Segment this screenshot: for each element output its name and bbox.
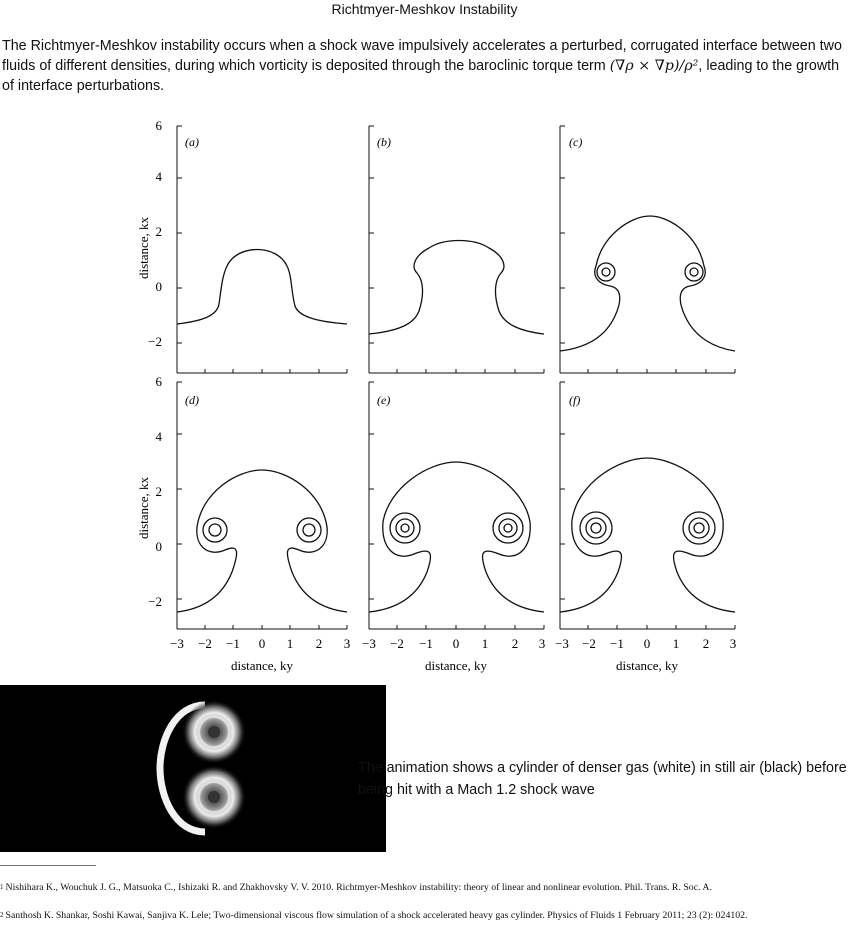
xticks-panel-e — [362, 636, 545, 651]
footnote-2 — [0, 910, 849, 921]
xtick: −2 — [198, 636, 212, 651]
xtick: 1 — [481, 636, 489, 651]
xtick: −2 — [582, 636, 596, 651]
ytick-bottom-0: 0 — [155, 539, 162, 554]
shock-cylinder-animation — [0, 685, 386, 852]
footnote-divider — [0, 865, 96, 866]
xtick: 2 — [702, 636, 710, 651]
xtick: −3 — [170, 636, 184, 651]
animation-caption: The animation shows a cylinder of denser gas (white) in still air (black) before being hit with a Mach 1.2 shock wave — [358, 760, 847, 798]
panel-c — [560, 126, 735, 373]
ylabel-top: distance, kx — [136, 216, 151, 280]
panel-label-a: (a) — [185, 135, 199, 149]
intro-text-before: The Richtmyer-Meshkov instability occurs when a shock wave impulsively accelerates a perturbed, corrugated interface between two fluids of different densities, during which vorticity is deposited through the baroclinic torque term — [2, 38, 842, 74]
xtick: 3 — [343, 636, 351, 651]
xtick: −3 — [362, 636, 376, 651]
xtick: 1 — [286, 636, 294, 651]
xtick: 2 — [315, 636, 323, 651]
baroclinic-formula: (∇ρ × ∇p)/ρ² — [609, 58, 699, 74]
footnote-mark: 2 — [0, 911, 4, 919]
ytick-top-4: 4 — [155, 169, 162, 184]
xlabel-d: distance, ky — [230, 658, 294, 673]
xticks-panel-f — [555, 636, 736, 651]
xtick: −3 — [555, 636, 569, 651]
ylabel-bottom: distance, kx — [136, 476, 151, 540]
xticks-panel-d — [170, 636, 350, 651]
rm-instability-figure — [132, 118, 752, 678]
ytick-bottom-2: 2 — [155, 484, 162, 499]
footnote-text: Nishihara K., Wouchuk J. G., Matsuoka C., Ishizaki R. and Zhakhovsky V. V. 2010. Richtmyer-Meshkov instability: theory of linear and nonlinear evolution. Phil. Trans. R. Soc. A. — [5, 882, 712, 893]
ytick-top-6: 6 — [155, 118, 162, 133]
ytick-bottom-neg2: −2 — [148, 594, 162, 609]
xlabel-f: distance, ky — [615, 658, 679, 673]
footnote-1 — [0, 882, 849, 893]
ytick-bottom-6: 6 — [155, 374, 162, 389]
panel-label-b: (b) — [377, 135, 391, 149]
footnote-text: Santhosh K. Shankar, Soshi Kawai, Sanjiva K. Lele; Two-dimensional viscous flow simulation of a shock accelerated heavy gas cylinder. Physics of Fluids 1 February 2011; 23 (2): 024102. — [5, 910, 748, 921]
xtick: 3 — [538, 636, 546, 651]
panel-f — [560, 382, 735, 629]
intro-paragraph — [2, 36, 848, 96]
page-title: Richtmyer-Meshkov Instability — [331, 1, 518, 17]
xtick: −1 — [226, 636, 240, 651]
panel-d — [177, 382, 347, 629]
panel-b — [369, 126, 544, 373]
xtick: 3 — [729, 636, 737, 651]
xtick: −1 — [610, 636, 624, 651]
xtick: −1 — [419, 636, 433, 651]
ytick-top-0: 0 — [155, 279, 162, 294]
xtick: 0 — [643, 636, 651, 651]
panel-label-e: (e) — [377, 393, 391, 407]
intro-text-after: , leading to the growth of interface perturbations. — [2, 58, 840, 94]
panel-label-d: (d) — [185, 393, 199, 407]
xtick: −2 — [390, 636, 404, 651]
xtick: 1 — [672, 636, 680, 651]
xtick: 0 — [258, 636, 266, 651]
ytick-top-2: 2 — [155, 224, 162, 239]
panel-label-f: (f) — [569, 393, 581, 407]
footnote-mark: 1 — [0, 883, 4, 891]
ytick-top-neg2: −2 — [148, 334, 162, 349]
xlabel-e: distance, ky — [424, 658, 488, 673]
xtick: 0 — [452, 636, 460, 651]
panel-e — [369, 382, 544, 629]
xtick: 2 — [511, 636, 519, 651]
panel-label-c: (c) — [569, 135, 583, 149]
panel-a — [177, 126, 347, 373]
ytick-bottom-4: 4 — [155, 429, 162, 444]
